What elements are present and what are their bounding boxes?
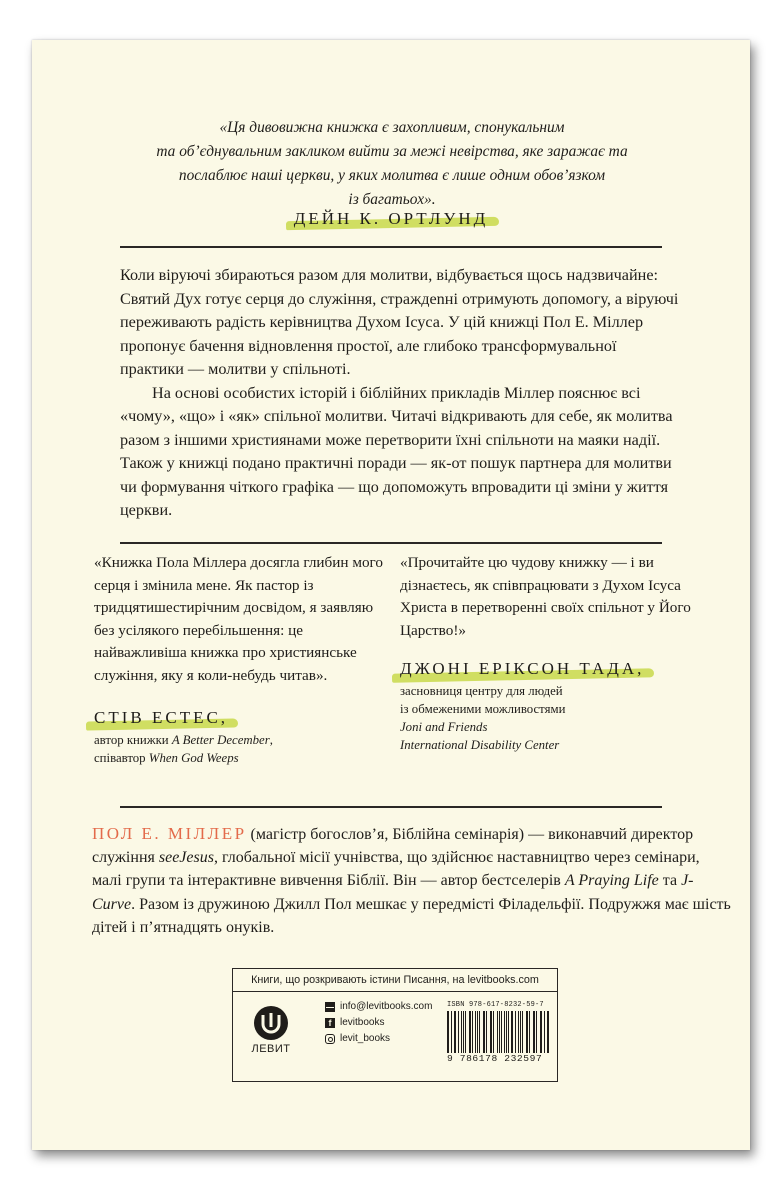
organization-name: International Disability Center [400, 737, 560, 752]
barcode-bar [504, 1011, 505, 1053]
top-endorsement-author [32, 209, 750, 229]
bio-author-name: ПОЛ Е. МІЛЛЕР [92, 824, 247, 843]
author-role: засновниця центру для людей [400, 683, 563, 698]
endorsement-right [400, 552, 720, 754]
author-name: СТІВ ЕСТЕС, [94, 708, 229, 727]
quote-line: «Ця дивовижна книжка є захопливим, спонукальним [219, 119, 565, 136]
author-bio: ПОЛ Е. МІЛЛЕР (магістр богослов’я, Біблійна семінарія) — виконавчий директор служіння seeJesus, глобальної місії учнівства, що здійснює наставництво через семінари, малі групи та інтерактивне вивчення Біблії. Він — автор бестселерів A Praying Life та J-Curve. Разом із дружиною Джилл Пол мешкає у передмісті Філадельфії. Подружжя має шість дітей і п’ятнадцять онуків. [92, 824, 731, 936]
endorsement-quote: «Прочитайте цю чудову книжку — і ви дізнаєтесь, як співпрацювати з Духом Ісуса Христа в перетворенні своїх спільнот у Його Царство!» [400, 554, 691, 639]
barcode-bar [497, 1011, 498, 1053]
barcode-bar [515, 1011, 516, 1053]
barcode-bar [534, 1011, 535, 1053]
barcode-bar [465, 1011, 466, 1053]
publisher-contacts [325, 999, 432, 1047]
mail-icon [325, 1002, 335, 1012]
quote-line: та об’єднувальним закликом вийти за межі невірства, яке заражає та [156, 143, 628, 160]
book-description [120, 264, 680, 523]
book-title: A Praying Life [564, 872, 659, 890]
barcode-bar [463, 1011, 464, 1053]
quote-line: послаблює наші церкви, у яких молитва є лише одним обов’язком [178, 167, 606, 184]
endorsement-left [94, 552, 384, 767]
barcode-bar [475, 1011, 476, 1053]
author-role: співавтор When God Weeps [94, 750, 239, 765]
barcode-bar [520, 1011, 521, 1053]
logo-name: ЛЕВИТ [251, 1043, 291, 1055]
author-role: автор книжки A Better December, [94, 732, 273, 747]
isbn-barcode [447, 1001, 551, 1064]
organization-name: Joni and Friends [400, 719, 488, 734]
barcode-bar [479, 1011, 480, 1053]
barcode-bar [548, 1011, 549, 1053]
barcode-number: 9 786178 232597 [447, 1053, 543, 1064]
author-role: із обмеженими можливостями [400, 701, 566, 716]
barcode-bars [447, 1011, 551, 1053]
book-title: J-Curve [92, 872, 694, 913]
back-cover [32, 40, 750, 1150]
barcode-bar [512, 1011, 513, 1053]
book-title: When God Weeps [148, 750, 239, 765]
publisher-box [232, 968, 558, 1082]
organization-name: seeJesus [158, 849, 214, 867]
barcode-bar [527, 1011, 528, 1053]
facebook-icon: f [325, 1018, 335, 1028]
contact-email[interactable]: info@levitbooks.com [325, 999, 432, 1015]
divider [120, 542, 662, 544]
barcode-bar [486, 1011, 487, 1053]
isbn-text: ISBN 978-617-8232-59-7 [447, 1001, 544, 1009]
barcode-bar [493, 1011, 494, 1053]
top-endorsement-quote [132, 116, 652, 212]
instagram-icon [325, 1034, 335, 1044]
barcode-bar [458, 1011, 459, 1053]
endorsement-quote: «Книжка Пола Міллера досягла глибин мого серця і змінила мене. Як пастор із тридцятишестирічним досвідом, я заявляю без усілякого перебільшення: це найважливіша книжка про християнське служіння, яку я коли-небудь читав». [94, 554, 383, 684]
description-paragraph: На основі особистих історій і біблійних прикладів Міллер пояснює всі «чому», «що» і «як» спільної молитви. Читачі відкривають для себе, як молитва разом з іншими християнами може перетворити їхні спільноти на маяки надії. Також у книжці подано практичні поради — як-от пошук партнера для молитви чи формування чіткого графіка — що допоможуть впровадити ці зміни у життя церкви. [120, 383, 673, 519]
quote-line: із багатьох». [348, 191, 436, 208]
contact-instagram[interactable]: levit_books [325, 1031, 432, 1047]
levit-logo-icon [253, 1005, 289, 1041]
description-paragraph: Коли віруючі збираються разом для молитви, відбувається щось надзвичайне: Святий Дух готує серця до служіння, страждenні отримують допомогу, а віруючі переживають радість керівництва Духом Ісуса. У цій книжці Пол Е. Міллер пропонує бачення відновлення простої, але глибоко трансформувальної практики — молитви у спільноті. [120, 266, 679, 378]
barcode-bar [451, 1011, 452, 1053]
publisher-logo [249, 1005, 293, 1055]
contact-facebook[interactable]: f levitbooks [325, 1015, 432, 1031]
publisher-tagline: Книги, що розкривають істини Писання, на levitbooks.com [233, 969, 557, 992]
barcode-bar [541, 1011, 542, 1053]
author-name: ДЖОНІ ЕРІКСОН ТАДА, [400, 659, 645, 678]
book-title: A Better December [171, 732, 270, 747]
divider [120, 806, 662, 808]
divider [120, 246, 662, 248]
author-name: ДЕЙН К. ОРТЛУНД [293, 209, 489, 228]
